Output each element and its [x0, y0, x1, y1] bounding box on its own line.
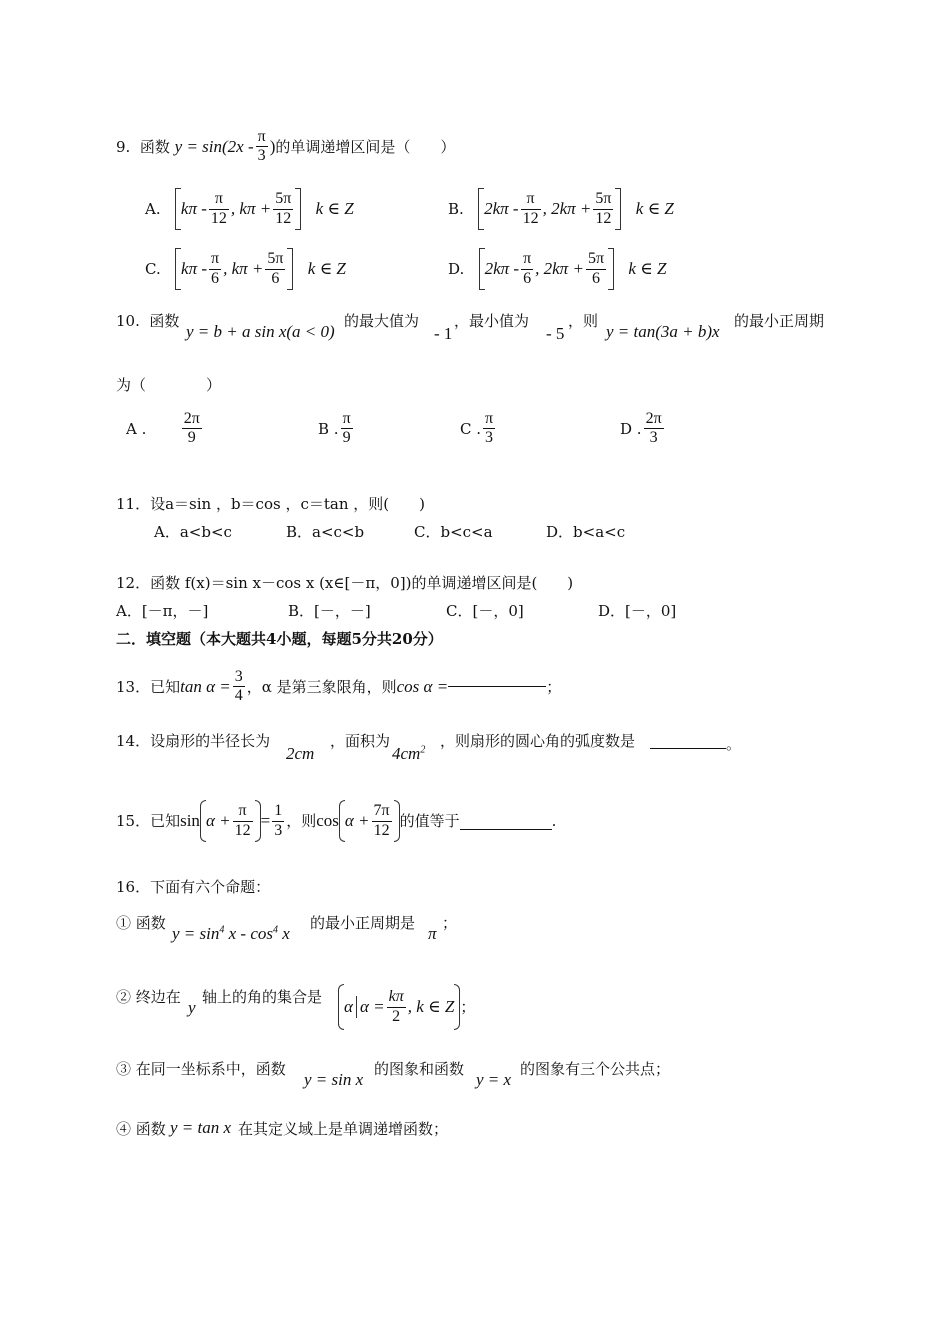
q9-pre: 函数 [139, 137, 170, 156]
q10-function2: y = tan(3a + b)x [606, 322, 720, 341]
q16-p2-pre: ② 终边在 [116, 988, 181, 1006]
q10a-label: A . [126, 419, 147, 438]
q9b-frac2: $\frac{5\pi}{12}$ [595, 190, 612, 227]
q9c-suffix: k ∈ Z [307, 258, 346, 278]
q9-option-d [448, 248, 666, 290]
q16-p2-end: ； [460, 998, 476, 1016]
q16-p2-frac: $\frac{k\pi}{2}$ [388, 988, 404, 1025]
q10-t4: 的最小正周期 [734, 312, 825, 330]
q16-p4-function: y = tan x [170, 1118, 232, 1137]
q9-number: 9. [116, 137, 131, 156]
q9d-frac2: $\frac{5\pi}{6}$ [587, 250, 605, 287]
q13-cos: cos α = [396, 676, 449, 696]
q10-pre: 函数 [149, 312, 180, 330]
q16-p3-mid: 的图象和函数 [374, 1060, 465, 1078]
q9-close: ) [269, 136, 276, 156]
q9c-right: , kπ + [223, 258, 264, 278]
q15-post: 的值等于 [399, 812, 460, 830]
q9-option-c [145, 248, 346, 290]
q10-t3: ，则 [568, 312, 599, 330]
q13 [116, 668, 561, 706]
q14-blank-wrap [650, 732, 741, 753]
q10-t1: 的最大值为 [344, 312, 420, 330]
q15-frac1: $\frac{\pi}{12}$ [234, 802, 251, 839]
q15-arg2: α + [344, 810, 370, 830]
q12-option-b: B．[－，－] [288, 602, 371, 620]
q9-function: y = sin(2x - [174, 136, 254, 156]
q16-p3-function2: y = x [476, 1070, 512, 1089]
q9d-suffix: k ∈ Z [628, 258, 667, 278]
q9-option-c-label: C. [145, 260, 161, 278]
q9b-frac1: $\frac{\pi}{12}$ [522, 190, 539, 227]
q9-stem [116, 128, 455, 166]
q16-p2-set-a: α [344, 996, 353, 1016]
q14-mid: ，面积为 [330, 732, 391, 750]
q12-option-c: C．[－，0] [446, 602, 524, 620]
section-2-heading: 二．填空题（本大题共4小题，每题5分共20分） [116, 630, 443, 648]
q9b-suffix: k ∈ Z [635, 198, 674, 218]
q15-end: . [551, 812, 557, 830]
q12-option-a: A．[－π，－] [116, 602, 209, 620]
q16-p1-post: 的最小正周期是 [310, 914, 416, 932]
q10-t2: ，最小值为 [454, 312, 530, 330]
q10d-label: D . [620, 419, 642, 438]
q15-then: ，则 [286, 812, 317, 830]
q10-option-a [126, 410, 204, 448]
q9d-frac1: $\frac{\pi}{6}$ [523, 250, 532, 287]
q9-fraction: $\frac{\pi}{3}$ [257, 128, 266, 165]
q13-answer-blank[interactable] [448, 686, 546, 687]
q16-p4-pre: ④ 函数 [116, 1120, 166, 1138]
q16-p2-y: y [188, 998, 196, 1017]
q9a-left: kπ - [180, 198, 207, 218]
q15 [116, 800, 556, 842]
q9a-frac2: $\frac{5\pi}{12}$ [275, 190, 292, 227]
q11-option-c: C．b<c<a [414, 523, 493, 541]
q9a-frac1: $\frac{\pi}{12}$ [210, 190, 227, 227]
q16-p1-function: $y = \sin^4 x - \cos^4 x$ [172, 924, 290, 943]
q13-frac: $\frac{3}{4}$ [234, 668, 243, 705]
q9-option-a-label: A. [145, 200, 161, 218]
q9a-right: , kπ + [230, 198, 272, 218]
q9c-frac1: $\frac{\pi}{6}$ [211, 250, 220, 287]
q9-option-b-label: B. [448, 200, 464, 218]
q10d-frac: $\frac{2\pi}{3}$ [645, 410, 662, 447]
q10-option-d [620, 410, 666, 448]
q10-option-c [460, 410, 497, 448]
q10b-label: B . [318, 419, 339, 438]
q16-p1-end: ； [442, 914, 458, 932]
q15-sin: sin [180, 810, 200, 830]
q9c-left: kπ - [181, 258, 208, 278]
q13-tan: tan α = [180, 676, 231, 696]
q14-post: ，则扇形的圆心角的弧度数是 [440, 732, 636, 750]
q15-arg1: α + [205, 810, 231, 830]
q14-end: 。 [726, 735, 742, 753]
q15-pre: 15．已知 [116, 812, 181, 830]
q11-option-a: A．a<b<c [154, 523, 232, 541]
q13-pre: 13．已知 [116, 677, 181, 696]
q9a-suffix: k ∈ Z [315, 198, 354, 218]
q16-p2-set-c: , k ∈ Z [407, 996, 455, 1016]
q9-option-a [145, 188, 354, 230]
q10-option-b [318, 410, 355, 448]
q16-p3-pre: ③ 在同一坐标系中，函数 [116, 1060, 286, 1078]
q10-function: y = b + a sin x(a < 0) [186, 322, 335, 341]
q10-max: - 1 [434, 324, 453, 343]
q14-pre: 14．设扇形的半径长为 [116, 732, 271, 750]
q9c-frac2: $\frac{5\pi}{6}$ [267, 250, 284, 287]
q14-radius: 2cm [286, 744, 315, 763]
q9-post: 的单调递增区间是（ ） [275, 137, 456, 156]
q16-p4-post: 在其定义域上是单调递增函数； [238, 1120, 449, 1138]
q10c-frac: $\frac{\pi}{3}$ [485, 410, 494, 447]
q16-p3-function1: y = sin x [304, 1070, 364, 1089]
q13-mid: ，α 是第三象限角，则 [246, 677, 397, 696]
q9d-left: 2kπ - [484, 258, 520, 278]
q9-option-b [448, 188, 674, 230]
q15-frac2: $\frac{7\pi}{12}$ [373, 802, 390, 839]
q15-rhs: $\frac{1}{3}$ [274, 802, 283, 839]
q16-p3-post: 的图象有三个公共点； [520, 1060, 671, 1078]
q11-stem: 11．设a＝sin ，b＝cos ，c＝tan ，则( ) [116, 495, 425, 513]
q9d-right: , 2kπ + [535, 258, 584, 278]
q16-p2-set-b: α = [359, 996, 385, 1016]
q10-min: - 5 [546, 324, 565, 343]
q11-option-d: D．b<a<c [546, 523, 626, 541]
q16-stem: 16．下面有六个命题： [116, 878, 271, 896]
q16-p2-set [338, 984, 475, 1030]
q14-answer-blank[interactable] [650, 732, 726, 749]
q13-end: ； [546, 677, 562, 696]
q10b-frac: $\frac{\pi}{9}$ [342, 410, 351, 447]
q10-number: 10. [116, 312, 140, 330]
q9-option-d-label: D. [448, 260, 465, 278]
q10-line2: 为（ ） [116, 376, 222, 394]
q15-cos: cos [316, 810, 339, 830]
q11-option-b: B．a<c<b [286, 523, 365, 541]
q10a-frac: $\frac{2\pi}{9}$ [183, 410, 200, 447]
q12-option-d: D．[－，0] [598, 602, 677, 620]
q12-stem: 12．函数 f(x)＝sin x－cos x (x∈[－π，0])的单调递增区间是( ) [116, 574, 574, 592]
q16-p1-pre: ① 函数 [116, 914, 166, 932]
q10c-label: C . [460, 419, 482, 438]
q14-area: $4cm^2$ [392, 744, 426, 763]
q10-stem [116, 312, 179, 330]
q9b-right: , 2kπ + [542, 198, 592, 218]
q9b-left: 2kπ - [484, 198, 519, 218]
q16-p1-pi: π [428, 924, 437, 943]
q15-eq: = [260, 810, 271, 830]
q16-p2-mid: 轴上的角的集合是 [202, 988, 323, 1006]
q15-answer-blank[interactable] [460, 813, 552, 830]
